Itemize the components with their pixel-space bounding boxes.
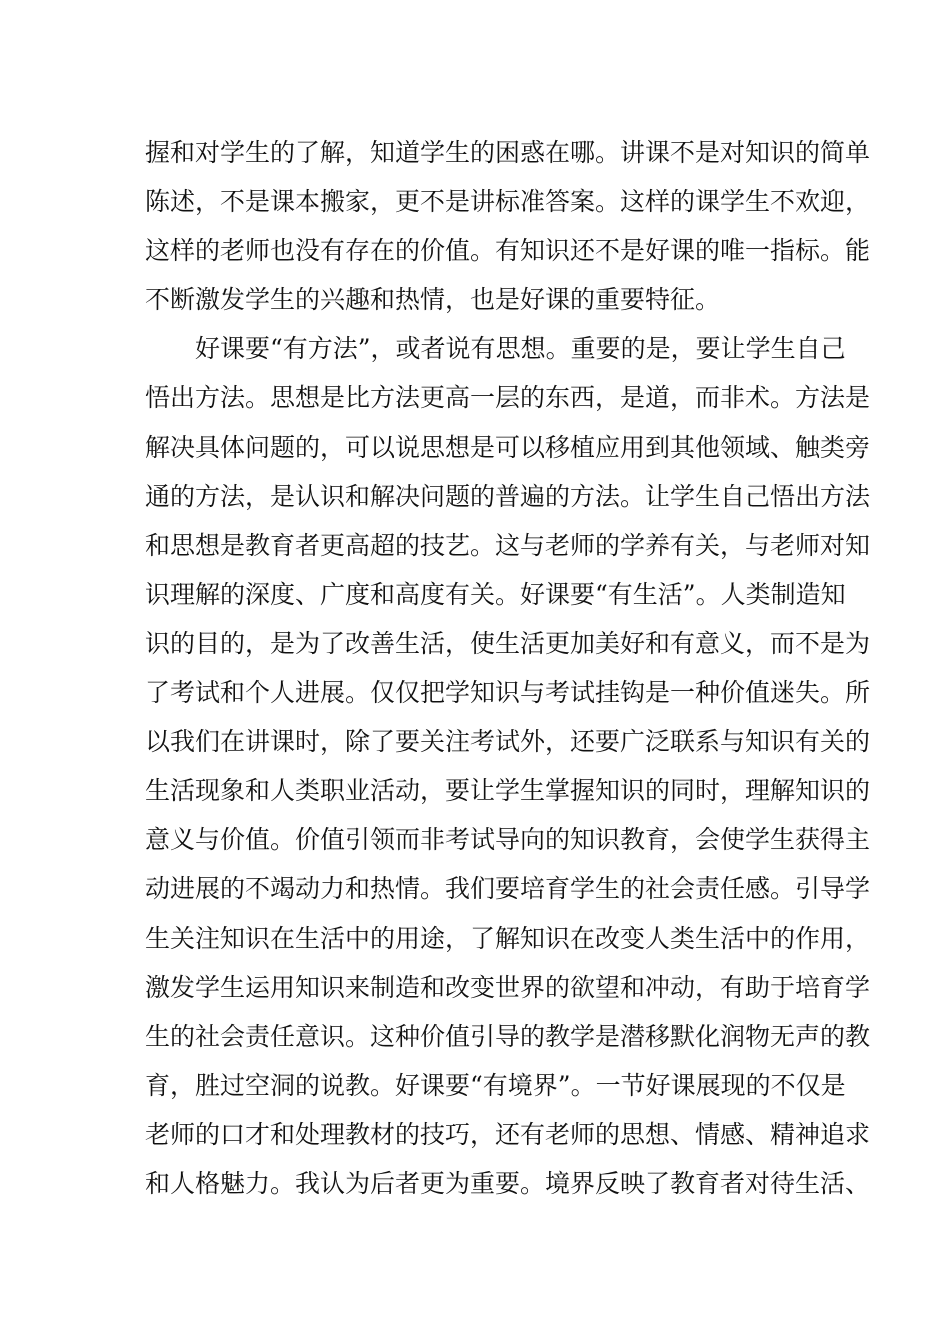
text-line: 激发学生运用知识来制造和改变世界的欲望和冲动，有助于培育学	[145, 972, 871, 1002]
text-line: 不断激发学生的兴趣和热情，也是好课的重要特征。	[145, 285, 721, 315]
paragraph-1	[145, 128, 871, 324]
text-line: 和思想是教育者更高超的技艺。这与老师的学养有关，与老师对知	[145, 530, 871, 560]
text-line: 生关注知识在生活中的用途，了解知识在改变人类生活中的作用，	[145, 923, 871, 953]
text-line: 育，胜过空洞的说教。好课要“有境界”。一节好课展现的不仅是	[145, 1070, 846, 1100]
text-line: 陈述，不是课本搬家，更不是讲标准答案。这样的课学生不欢迎，	[145, 187, 871, 217]
paragraph-2	[145, 324, 871, 1208]
text-line: 这样的老师也没有存在的价值。有知识还不是好课的唯一指标。能	[145, 236, 871, 266]
text-line: 好课要“有方法”，或者说有思想。重要的是，要让学生自己	[195, 334, 846, 364]
text-line: 以我们在讲课时，除了要关注考试外，还要广泛联系与知识有关的	[145, 727, 871, 757]
text-line: 识理解的深度、广度和高度有关。好课要“有生活”。人类制造知	[145, 579, 846, 609]
text-line: 了考试和个人进展。仅仅把学知识与考试挂钩是一种价值迷失。所	[145, 678, 871, 708]
text-line: 和人格魅力。我认为后者更为重要。境界反映了教育者对待生活、	[145, 1168, 871, 1198]
document-body	[145, 128, 871, 1208]
text-line: 握和对学生的了解，知道学生的困惑在哪。讲课不是对知识的简单	[145, 138, 871, 167]
text-line: 通的方法，是认识和解决问题的普遍的方法。让学生自己悟出方法	[145, 481, 871, 511]
text-line: 识的目的，是为了改善生活，使生活更加美好和有意义，而不是为	[145, 628, 871, 658]
text-line: 意义与价值。价值引领而非考试导向的知识教育，会使学生获得主	[145, 825, 871, 855]
text-line: 生活现象和人类职业活动，要让学生掌握知识的同时，理解知识的	[145, 776, 871, 806]
text-line: 动进展的不竭动力和热情。我们要培育学生的社会责任感。引导学	[145, 874, 871, 904]
text-line: 老师的口才和处理教材的技巧，还有老师的思想、情感、精神追求	[145, 1119, 871, 1149]
text-line: 解决具体问题的，可以说思想是可以移植应用到其他领域、触类旁	[145, 432, 871, 462]
text-line: 生的社会责任意识。这种价值引导的教学是潜移默化润物无声的教	[145, 1021, 871, 1051]
text-line: 悟出方法。思想是比方法更高一层的东西，是道，而非术。方法是	[145, 383, 871, 413]
